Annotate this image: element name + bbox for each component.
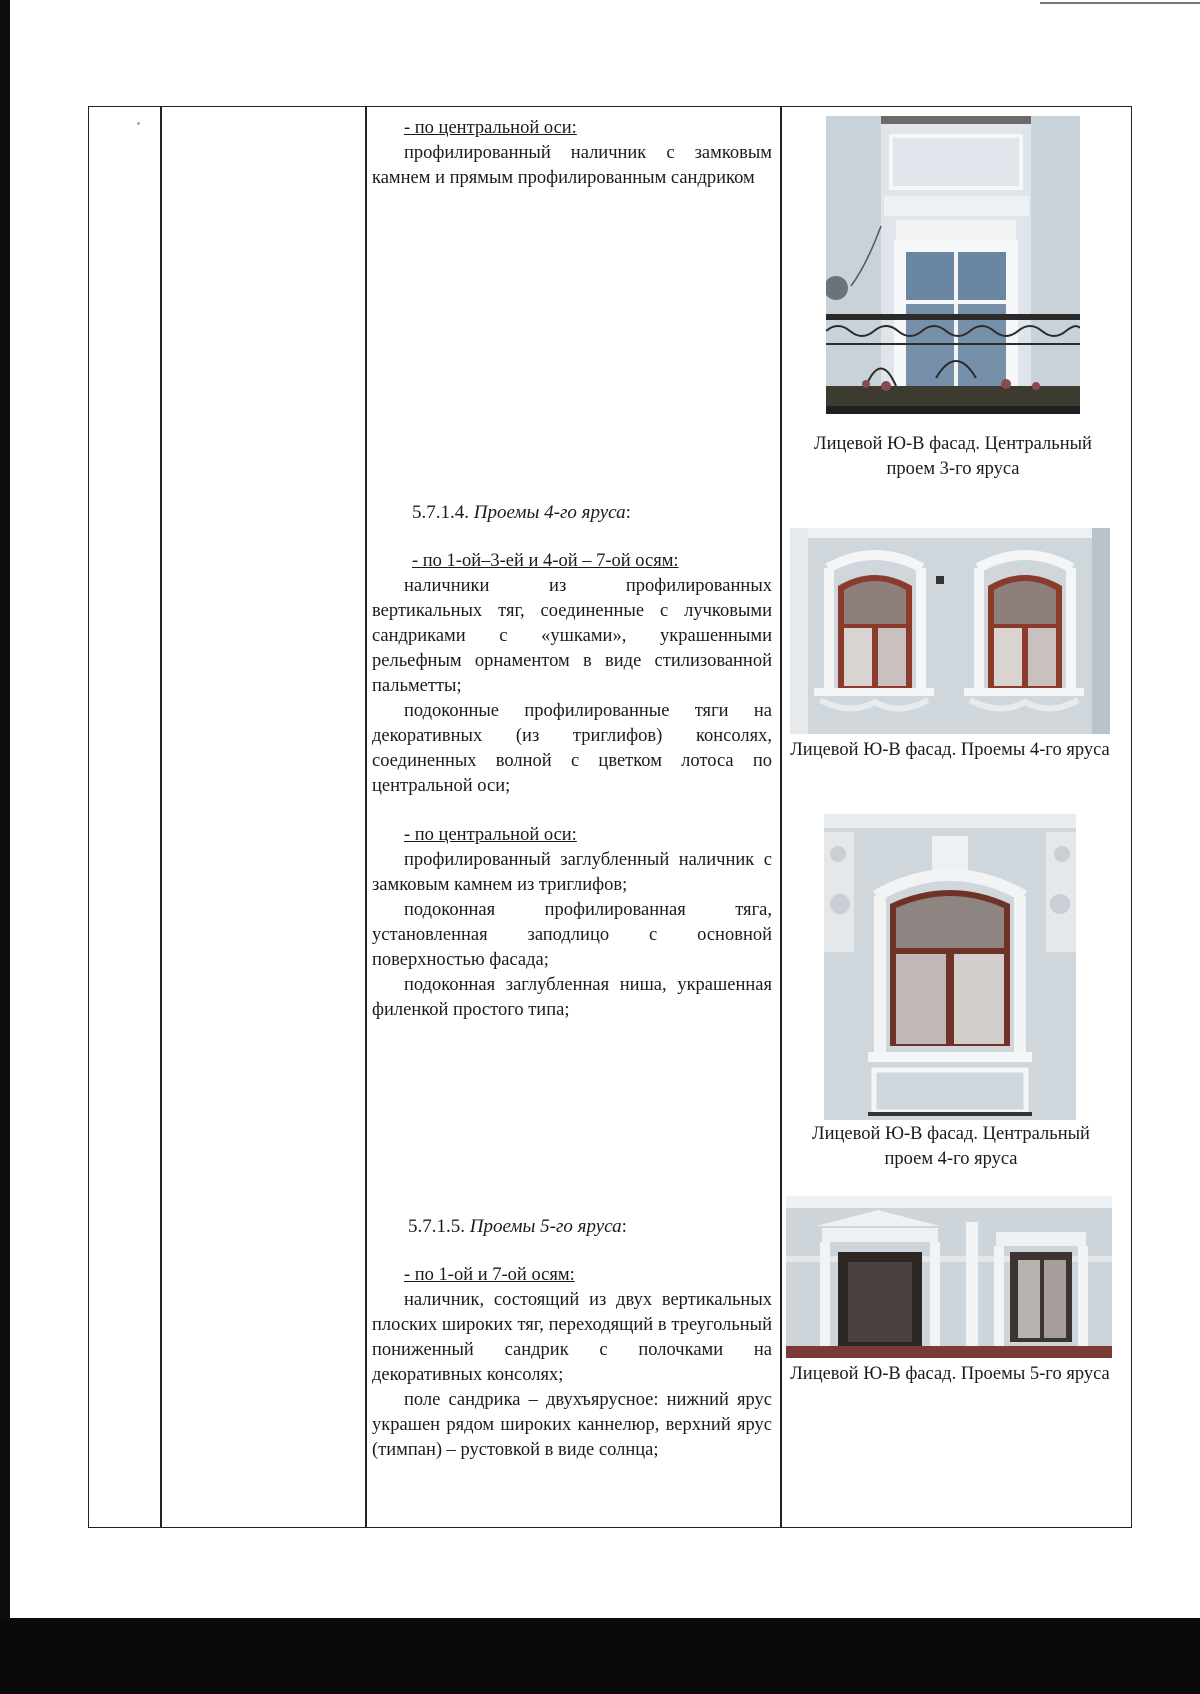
column-divider-1 — [160, 106, 162, 1528]
section-title: Проемы 5-го яруса — [469, 1216, 622, 1237]
subheading-axes-1-7: - по 1-ой–3-ей и 4-ой – 7-ой осям: — [412, 551, 679, 571]
photo-openings-5th-tier — [786, 1196, 1112, 1358]
section-3-text — [372, 116, 772, 191]
subheading-axes-1-7: - по 1-ой и 7-ой осям: — [404, 1265, 575, 1285]
subheading-central-axis: - по центральной оси: — [404, 118, 577, 138]
scan-border-left — [0, 0, 10, 1694]
section-5-text — [372, 1214, 772, 1463]
section-4-text — [372, 500, 772, 1023]
section-number: 5.7.1.4. — [412, 502, 469, 523]
paragraph: подоконная заглубленная ниша, украшенная филенкой простого типа; — [372, 975, 772, 1020]
paragraph: наличники из профилированных вертикальных тяг, соединенные с лучковыми сандриками с «ушками», украшенными рельефным орнаментом в виде стилизованной пальметты; — [372, 576, 772, 696]
caption-openings-5th-tier: Лицевой Ю-В фасад. Проемы 5-го яруса — [790, 1364, 1110, 1384]
section-heading-5: 5.7.1.5. Проемы 5-го яруса: — [408, 1216, 627, 1237]
section-heading-4: 5.7.1.4. Проемы 4-го яруса: — [412, 502, 631, 523]
paragraph: профилированный наличник с замковым камнем и прямым профилированным сандриком — [372, 143, 772, 188]
paragraph: профилированный заглубленный наличник с замковым камнем из триглифов; — [372, 850, 772, 895]
subheading-central-axis: - по центральной оси: — [404, 825, 577, 845]
caption-openings-4th-tier: Лицевой Ю-В фасад. Проемы 4-го яруса — [790, 740, 1110, 760]
paragraph: подоконная профилированная тяга, установленная заподлицо с основной поверхностью фасада; — [372, 900, 772, 970]
column-divider-3 — [780, 106, 782, 1528]
caption-central-4th-tier: Лицевой Ю-В фасад. Центральный проем 4-го яруса — [812, 1124, 1090, 1169]
photo-openings-4th-tier — [790, 528, 1110, 734]
paragraph: подоконные профилированные тяги на декоративных (из триглифов) консолях, соединенных волной с цветком лотоса по центральной оси; — [372, 701, 772, 796]
photo-central-opening-3rd-tier — [826, 116, 1080, 414]
section-title: Проемы 4-го яруса — [473, 502, 626, 523]
caption-central-3rd-tier: Лицевой Ю-В фасад. Центральный проем 3-го яруса — [814, 434, 1092, 479]
paragraph: наличник, состоящий из двух вертикальных плоских широких тяг, переходящий в треугольный пониженный сандрик с полочками на декоративных консолях; — [372, 1290, 772, 1385]
scan-border-bottom — [0, 1618, 1200, 1694]
paragraph: поле сандрика – двухъярусное: нижний ярус украшен рядом широких каннелюр, верхний ярус (тимпан) – рустовкой в виде солнца; — [372, 1390, 772, 1460]
section-number: 5.7.1.5. — [408, 1216, 465, 1237]
photo-central-opening-4th-tier — [824, 814, 1076, 1120]
column-divider-2 — [365, 106, 367, 1528]
scan-artifact-top — [1040, 2, 1200, 4]
